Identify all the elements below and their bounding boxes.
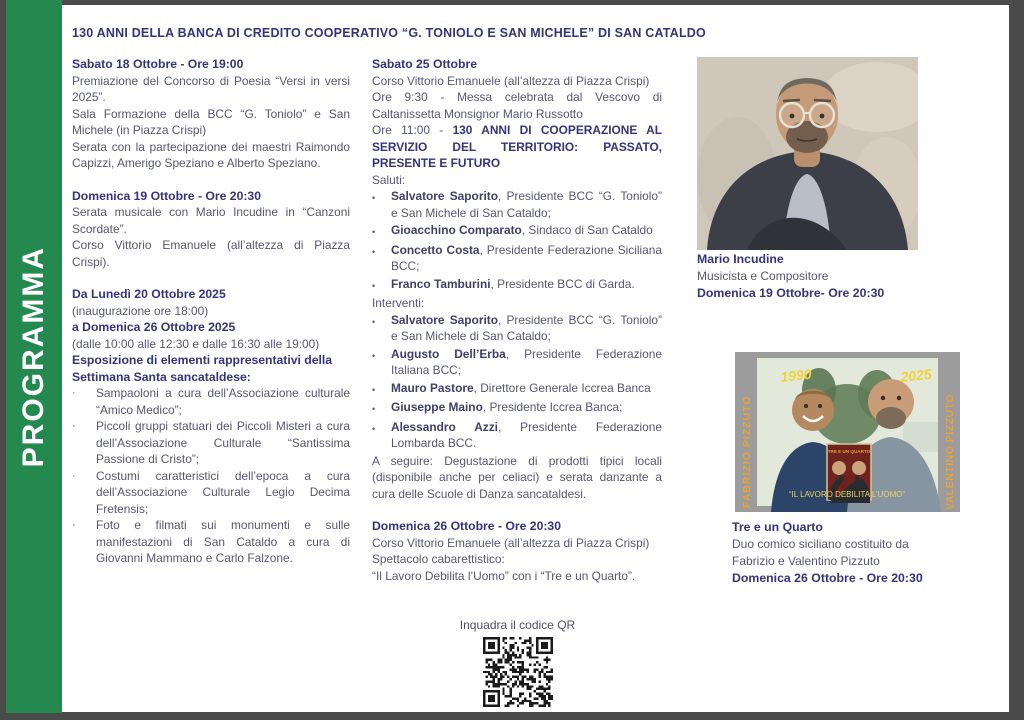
bullet-marker: • xyxy=(372,384,376,395)
left-column xyxy=(72,56,350,567)
bullet-marker: • xyxy=(372,246,376,257)
side-label-valentino: VALENTINO PIZZUTO xyxy=(944,393,956,510)
artist-name: Mario Incudine xyxy=(697,252,784,266)
exhibit-list xyxy=(72,385,350,567)
bullet-marker: • xyxy=(372,193,376,203)
artist-date: Domenica 19 Ottobre- Ore 20:30 xyxy=(697,286,885,300)
saluti-list xyxy=(372,188,662,294)
bullet-marker: · xyxy=(72,469,76,482)
event-subject-heading: Esposizione di elementi rappresentativi della Settimana Santa sancataldese: xyxy=(72,353,333,384)
a-seguire-text: A seguire: Degustazione di prodotti tipici locali (disponibile anche per celiaci) e serata danzante a cura delle Scuole di Danza sancataldesi. xyxy=(372,453,662,501)
event-sabato-25 xyxy=(372,56,662,122)
speaker-item xyxy=(372,399,662,418)
interventi-list xyxy=(372,312,662,452)
year-1990: 1990 xyxy=(779,365,813,385)
list-item-text: Costumi caratteristici dell’epoca a cura dell’Associazione Culturale Legio Decima Fretensis; xyxy=(96,468,350,516)
event-text: Corso Vittorio Emanuele (all’altezza di Piazza Crispi) xyxy=(372,73,650,88)
event-text: Corso Vittorio Emanuele (all’altezza di Piazza Crispi) xyxy=(372,535,650,550)
speaker-name: Salvatore Saporito xyxy=(391,189,498,203)
list-item-text: Sampaoloni a cura dell’Associazione culturale “Amico Medico”; xyxy=(96,386,350,417)
tre-e-un-quarto-photo xyxy=(735,352,960,512)
poster-title: TRE E UN QUARTO xyxy=(827,449,871,454)
artist-subtitle: Musicista e Compositore xyxy=(697,269,829,283)
duo-name: Tre e un Quarto xyxy=(732,520,823,534)
mario-incudine-photo xyxy=(697,57,918,250)
bullet-marker: · xyxy=(72,420,76,432)
speaker-role: , Sindaco di San Cataldo xyxy=(521,223,653,237)
list-item xyxy=(72,418,350,468)
speaker-role: , Presidente BCC “G. Toniolo” e San Michele di San Cataldo; xyxy=(391,189,662,220)
duo-subtitle-1: Duo comico siciliano costituito da xyxy=(732,537,909,551)
duo-subtitle-2: Fabrizio e Valentino Pizzuto xyxy=(732,554,880,568)
qr-label: Inquadra il codice QR xyxy=(459,618,576,632)
photo-bottom-caption: “IL LAVORO DEBILITA L’UOMO” xyxy=(788,490,906,499)
speaker-item xyxy=(372,188,662,221)
event-date-heading: a Domenica 26 Ottobre 2025 xyxy=(72,320,236,334)
year-2025: 2025 xyxy=(899,365,933,385)
middle-column xyxy=(372,56,662,584)
speaker-item xyxy=(372,419,662,452)
event-date-heading: Sabato 18 Ottobre - Ore 19:00 xyxy=(72,57,244,71)
event-date-heading: Da Lunedì 20 Ottobre 2025 xyxy=(72,287,226,301)
bullet-marker: • xyxy=(372,280,376,291)
event-text: “Il Lavoro Debilita l’Uomo” con i “Tre e un Quarto”. xyxy=(372,568,636,583)
list-item xyxy=(72,468,350,518)
speaker-item xyxy=(372,222,662,241)
time-prefix: Ore 11:00 - xyxy=(372,123,453,137)
speaker-item xyxy=(372,380,662,399)
list-item-text: Piccoli gruppi statuari dei Piccoli Misteri a cura dell’Associazione Culturale “Santissima Passione di Cristo”; xyxy=(96,419,350,466)
event-text: Corso Vittorio Emanuele (all’altezza di Piazza Crispi). xyxy=(72,238,350,269)
bullet-marker: • xyxy=(372,404,376,414)
speaker-name: Concetto Costa xyxy=(391,242,480,257)
duo-date: Domenica 26 Ottobre - Ore 20:30 xyxy=(732,571,923,585)
speaker-name: Mauro Pastore xyxy=(391,380,474,395)
bullet-marker: • xyxy=(372,227,376,237)
event-domenica-19 xyxy=(72,188,350,271)
speaker-name: Salvatore Saporito xyxy=(391,312,498,327)
speaker-role: , Presidente Federazione Siciliana BCC; xyxy=(391,242,662,273)
speaker-item xyxy=(372,312,662,345)
event-text: Serata con la partecipazione dei maestri Raimondo Capizzi, Amerigo Speziano e Alberto Speziano. xyxy=(72,139,350,170)
event-text: Spettacolo cabarettistico: xyxy=(372,552,505,566)
convegno-title: 130 ANNI DI COOPERAZIONE AL SERVIZIO DEL TERRITORIO: PASSATO, PRESENTE E FUTURO xyxy=(372,123,662,170)
event-esposizione xyxy=(72,286,350,567)
event-date-heading: Domenica 19 Ottobre - Ore 20:30 xyxy=(72,188,261,203)
page-title: 130 ANNI DELLA BANCA DI CREDITO COOPERATIVO “G. TONIOLO E SAN MICHELE” DI SAN CATALDO xyxy=(72,26,706,40)
event-date-heading: Domenica 26 Ottobre - Ore 20:30 xyxy=(372,519,561,533)
speaker-role: , Presidente Federazione Lombarda BCC. xyxy=(391,419,662,450)
speaker-role: , Presidente BCC di Garda. xyxy=(490,276,635,291)
speaker-item xyxy=(372,276,662,295)
qr-code-icon xyxy=(483,637,553,707)
bullet-marker: • xyxy=(372,316,376,327)
list-item xyxy=(72,517,350,567)
speaker-name: Giuseppe Maino xyxy=(391,400,483,414)
bullet-marker: · xyxy=(72,519,76,531)
bullet-marker: • xyxy=(372,423,376,434)
saluti-label: Saluti: xyxy=(372,172,406,187)
event-text: Ore 9:30 - Messa celebrata dal Vescovo di Caltanissetta Monsignor Mario Russotto xyxy=(372,90,662,121)
side-label-fabrizio: FABRIZIO PIZZUTO xyxy=(741,395,753,508)
event-text: (inaugurazione ore 18:00) xyxy=(72,303,209,318)
qr-section xyxy=(420,618,615,712)
programma-ribbon xyxy=(6,0,62,713)
event-text: Sala Formazione della BCC “G. Toniolo” e San Michele (in Piazza Crispi) xyxy=(72,106,350,137)
speaker-name: Augusto Dell’Erba xyxy=(391,346,506,361)
speaker-role: , Presidente Iccrea Banca; xyxy=(482,400,623,414)
photo2-caption xyxy=(732,519,962,587)
photo1-caption xyxy=(697,251,927,302)
speaker-name: Franco Tamburini xyxy=(391,276,491,291)
list-item-text: Foto e filmati sui monumenti e sulle manifestazioni di San Cataldo a cura di Giovanni Mammano e Carlo Falzone. xyxy=(96,518,350,565)
speaker-item xyxy=(372,346,662,379)
event-text: (dalle 10:00 alle 12:30 e dalle 16:30 alle 19:00) xyxy=(72,336,320,351)
speaker-name: Alessandro Azzi xyxy=(391,419,498,434)
speaker-name: Gioacchino Comparato xyxy=(391,223,522,237)
event-text: Serata musicale con Mario Incudine in “Canzoni Scordate”. xyxy=(72,205,350,236)
event-date-heading: Sabato 25 Ottobre xyxy=(372,57,477,71)
event-domenica-26 xyxy=(372,518,662,584)
speaker-role: , Presidente BCC “G. Toniolo” e San Michele di San Cataldo; xyxy=(391,312,662,343)
event-text: Premiazione del Concorso di Poesia “Versi in versi 2025”. xyxy=(72,73,350,104)
bullet-marker: • xyxy=(372,350,376,361)
speaker-role: , Direttore Generale Iccrea Banca xyxy=(473,380,651,395)
interventi-label: Interventi: xyxy=(372,296,425,310)
event-sabato-18 xyxy=(72,56,350,172)
speaker-item xyxy=(372,242,662,275)
speaker-role: , Presidente Federazione Italiana BCC; xyxy=(391,346,663,377)
list-item xyxy=(72,385,350,418)
convegno-line xyxy=(372,122,662,172)
bullet-marker: · xyxy=(72,387,76,399)
ribbon-label: PROGRAMMA xyxy=(17,245,50,468)
